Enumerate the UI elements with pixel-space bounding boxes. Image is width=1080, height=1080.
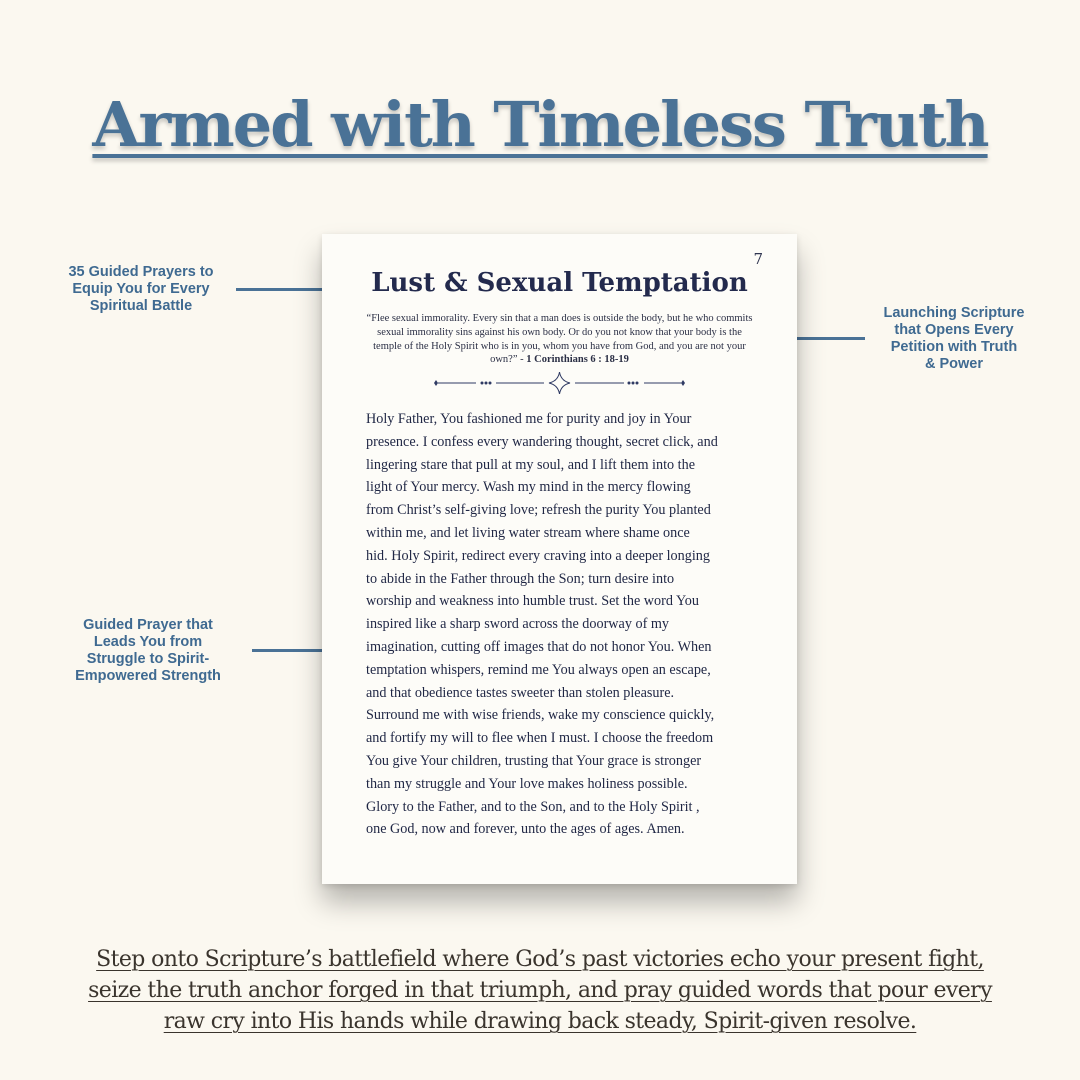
callout-line: Struggle to Spirit-: [86, 651, 210, 667]
callout-line: Petition with Truth: [890, 339, 1018, 355]
callout-line: Equip You for Every: [72, 281, 210, 297]
prayer-line: temptation whispers, remind me You always open an escape,: [366, 661, 711, 678]
page-number: 7: [753, 250, 763, 268]
prayer-line: presence. I confess every wandering thought, secret click, and: [366, 433, 718, 450]
callout-connector: [252, 649, 322, 652]
prayer-text: [366, 408, 766, 841]
callout-line: Empowered Strength: [75, 668, 221, 684]
book-page: [322, 234, 797, 884]
callout-line: Launching Scripture: [883, 305, 1025, 321]
prayer-line: one God, now and forever, unto the ages of ages. Amen.: [366, 821, 685, 838]
scripture-text: “Flee sexual immorality. Every sin that a man does is outside the body, but he who commits sexual immorality sins against his own body. Or do you not know that your body is the temple of the Holy Spirit who is in you, whom you have from God, and you are not your own?” -: [366, 313, 753, 366]
callout-guided-prayers: [48, 264, 234, 315]
scripture-quote: [362, 312, 757, 367]
prayer-line: within me, and let living water stream where shame once: [366, 524, 690, 541]
prayer-line: Glory to the Father, and to the Son, and to the Holy Spirit ,: [366, 798, 700, 815]
prayer-line: Surround me with wise friends, wake my conscience quickly,: [366, 707, 715, 724]
callout-connector: [236, 288, 322, 291]
prayer-line: hid. Holy Spirit, redirect every craving into a deeper longing: [366, 547, 710, 564]
scripture-reference: 1 Corinthians 6 : 18-19: [526, 354, 629, 366]
prayer-line: light of Your mercy. Wash my mind in the mercy flowing: [366, 479, 691, 496]
tagline-line: Step onto Scripture’s battlefield where God’s past victories echo your present fight,: [96, 947, 984, 972]
prayer-line: You give Your children, trusting that Your grace is stronger: [366, 752, 702, 769]
prayer-line: imagination, cutting off images that do not honor You. When: [366, 638, 712, 655]
prayer-line: and fortify my will to flee when I must. I choose the freedom: [366, 730, 714, 747]
tagline: [20, 944, 1060, 1037]
prayer-line: inspired like a sharp sword across the doorway of my: [366, 616, 669, 633]
callout-line: & Power: [924, 356, 983, 372]
tagline-line: seize the truth anchor forged in that triumph, and pray guided words that pour every: [88, 978, 992, 1003]
callout-connector: [797, 337, 865, 340]
headline: Armed with Timeless Truth: [92, 88, 988, 161]
prayer-line: Holy Father, You fashioned me for purity and joy in Your: [366, 411, 692, 427]
prayer-line: to abide in the Father through the Son; turn desire into: [366, 570, 675, 587]
callout-line: Guided Prayer that: [83, 617, 213, 633]
prayer-line: worship and weakness into humble trust. Set the word You: [366, 593, 699, 610]
callout-line: Leads You from: [93, 634, 203, 650]
prayer-line: from Christ’s self-giving love; refresh the purity You planted: [366, 502, 711, 519]
callout-line: 35 Guided Prayers to: [68, 264, 214, 280]
prayer-line: than my struggle and Your love makes holiness possible.: [366, 775, 688, 792]
callout-line: that Opens Every: [894, 322, 1014, 338]
tagline-line: raw cry into His hands while drawing back steady, Spirit-given resolve.: [163, 1009, 917, 1034]
callout-guided-prayer-strength: [56, 617, 240, 685]
prayer-line: and that obedience tastes sweeter than stolen pleasure.: [366, 684, 675, 701]
callout-launching-scripture: [866, 305, 1042, 373]
page-title: Lust & Sexual Temptation: [371, 268, 748, 298]
ornament-divider-icon: [432, 372, 687, 394]
callout-line: Spiritual Battle: [89, 298, 193, 314]
prayer-line: lingering stare that pull at my soul, and I lift them into the: [366, 456, 696, 473]
